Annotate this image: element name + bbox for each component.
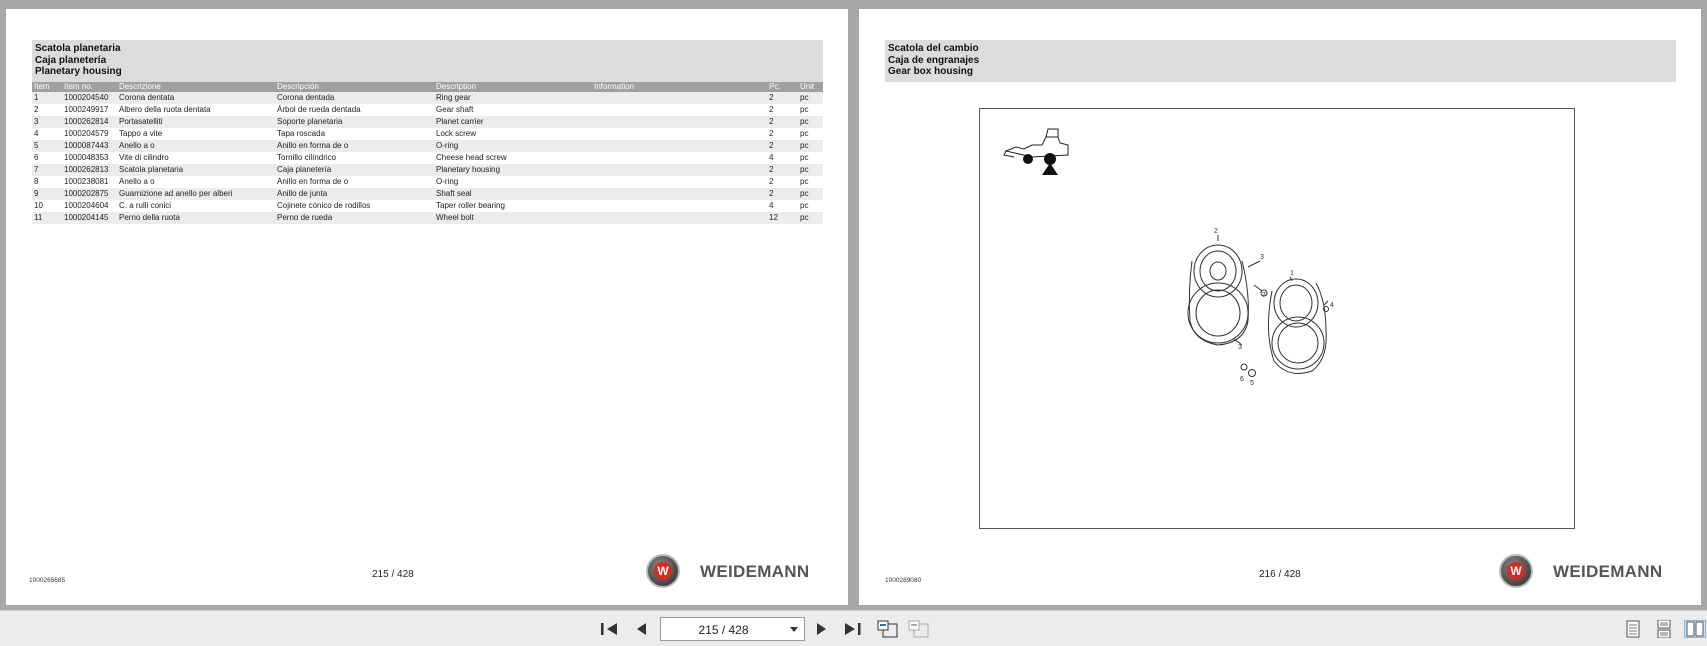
forward-view-icon[interactable]: [907, 620, 931, 638]
cell-unit: pc: [800, 129, 809, 138]
cell-descripcion: Tornillo cilíndrico: [277, 153, 337, 162]
cell-information: [592, 152, 767, 164]
cell-item: 7: [32, 164, 62, 176]
cell-item-no: 1000238081: [64, 177, 109, 186]
table-row: [32, 104, 823, 116]
cell-descripcion: Soporte planetaria: [275, 116, 434, 128]
table-header-row: [32, 82, 823, 92]
cell-pc: 2: [769, 129, 774, 138]
cell-descripcion: Corona dentada: [275, 92, 434, 104]
cell-item: 2: [34, 105, 39, 114]
cell-pc: 4: [769, 201, 774, 210]
brand-name: WEIDEMANN: [1553, 562, 1663, 581]
single-page-icon[interactable]: [1623, 620, 1643, 638]
logo-emblem-icon: W: [646, 554, 680, 588]
cell-descrizione: Guarnizione ad anello per alberi: [117, 188, 275, 200]
cell-item-no: 1000249917: [64, 105, 109, 114]
cell-information: [592, 200, 767, 212]
cell-descrizione: Portasatelliti: [117, 116, 275, 128]
cell-pc: 2: [767, 164, 798, 176]
svg-text:5: 5: [1250, 380, 1254, 387]
cell-information: [592, 188, 767, 200]
cell-information: [592, 164, 767, 176]
cell-descrizione: Perno della ruota: [117, 212, 275, 224]
document-page-left: [6, 9, 848, 605]
table-row: [32, 164, 823, 176]
cell-unit: pc: [800, 153, 809, 162]
cell-item-no: 1000087443: [62, 140, 117, 152]
two-page-icon[interactable]: [1684, 620, 1706, 638]
wheel-loader-icon: [1002, 125, 1082, 175]
svg-text:4: 4: [1330, 302, 1334, 309]
cell-description: O-ring: [434, 140, 592, 152]
cell-description: Taper roller bearing: [436, 201, 505, 210]
cell-unit: pc: [800, 201, 809, 210]
cell-description: Ring gear: [434, 92, 592, 104]
cell-unit: pc: [798, 92, 823, 104]
col-unit: Unit: [798, 82, 823, 92]
doc-number: 1000289080: [885, 577, 922, 584]
cell-pc: 2: [769, 105, 774, 114]
table-row: [32, 92, 823, 104]
cell-item: 11: [32, 212, 62, 224]
document-page-right: [859, 9, 1701, 605]
cell-descripcion: Anillo en forma de o: [277, 177, 349, 186]
cell-item: 6: [34, 153, 39, 162]
cell-unit: pc: [800, 105, 809, 114]
cell-pc: 4: [769, 153, 774, 162]
cell-item-no: 1000262813: [62, 164, 117, 176]
svg-text:6: 6: [1240, 376, 1244, 383]
next-page-icon[interactable]: [812, 620, 832, 638]
cell-unit: pc: [798, 188, 823, 200]
page-number: 215 / 428: [372, 569, 414, 580]
cell-unit: pc: [800, 177, 809, 186]
page-number-input[interactable]: 215 / 428: [660, 617, 805, 641]
parts-table: [32, 82, 823, 224]
cell-descrizione: Scatola planetaria: [117, 164, 275, 176]
cell-description: Planet carrier: [434, 116, 592, 128]
first-page-icon[interactable]: [599, 620, 619, 638]
cell-descripcion: Anillo de junta: [275, 188, 434, 200]
cell-unit: pc: [798, 140, 823, 152]
svg-text:7: 7: [1262, 292, 1266, 299]
table-row: [32, 140, 823, 152]
cell-pc: 2: [767, 92, 798, 104]
cell-descripcion: Anillo en forma de o: [275, 140, 434, 152]
cell-descripcion: Tapa roscada: [277, 129, 326, 138]
table-row: [32, 152, 823, 164]
cell-description: Lock screw: [436, 129, 477, 138]
title-es: Caja de engranajes: [888, 54, 980, 66]
cell-item-no: 1000048353: [64, 153, 109, 162]
col-descrizione: Descrizione: [117, 82, 275, 92]
title-it: Scatola del cambio: [888, 43, 979, 54]
cell-pc: 2: [767, 140, 798, 152]
section-header: [885, 40, 1676, 82]
cell-descrizione: Anello a o: [117, 140, 275, 152]
cell-description: Cheese head screw: [436, 153, 507, 162]
title-it: Scatola planetaria: [35, 43, 121, 54]
cell-item: 1: [32, 92, 62, 104]
cell-descrizione: C. a rulli conici: [119, 201, 172, 210]
cell-description: Planetary housing: [434, 164, 592, 176]
cell-pc: 2: [767, 116, 798, 128]
cell-descripcion: Árbol de rueda dentada: [277, 105, 361, 114]
cell-pc: 2: [767, 188, 798, 200]
cell-information: [592, 128, 767, 140]
weidemann-logo: [1499, 552, 1679, 588]
table-row: [32, 116, 823, 128]
brand-name: WEIDEMANN: [700, 562, 810, 581]
title-es: Caja planetería: [35, 54, 107, 66]
cell-descrizione: Albero della ruota dentata: [119, 105, 211, 114]
section-header: [32, 40, 823, 82]
cell-item-no: 1000262814: [62, 116, 117, 128]
cell-unit: pc: [798, 212, 823, 224]
cell-item: 5: [32, 140, 62, 152]
cell-unit: pc: [798, 164, 823, 176]
weidemann-logo: [646, 552, 826, 588]
col-descripcion: Descripción: [275, 82, 434, 92]
doc-number: 1000265685: [29, 577, 66, 584]
col-item-no: Item no.: [62, 82, 117, 92]
cell-descrizione: Anello a o: [119, 177, 155, 186]
table-row: [32, 188, 823, 200]
cell-item: 10: [34, 201, 43, 210]
cell-information: [592, 140, 767, 152]
cell-descripcion: Cojinete cónico de rodillos: [277, 201, 371, 210]
cell-item: 3: [32, 116, 62, 128]
cell-unit: pc: [798, 116, 823, 128]
cell-description: Shaft seal: [434, 188, 592, 200]
cell-information: [592, 176, 767, 188]
svg-text:1: 1: [1290, 270, 1294, 277]
cell-description: O-ring: [436, 177, 459, 186]
table-row: [32, 200, 823, 212]
title-en: Planetary housing: [35, 66, 122, 77]
cell-item: 9: [32, 188, 62, 200]
cell-item-no: 1000204604: [64, 201, 109, 210]
prev-page-icon[interactable]: [631, 620, 651, 638]
last-page-icon[interactable]: [843, 620, 863, 638]
cell-information: [592, 92, 767, 104]
table-row: [32, 212, 823, 224]
viewer-toolbar: [0, 610, 1707, 646]
cell-descrizione: Tappo a vite: [119, 129, 163, 138]
cell-item-no: 1000202875: [62, 188, 117, 200]
cell-item-no: 1000204145: [62, 212, 117, 224]
cell-description: Gear shaft: [436, 105, 474, 114]
cell-descripcion: Caja planetería: [275, 164, 434, 176]
cell-information: [592, 104, 767, 116]
svg-text:2: 2: [1214, 228, 1218, 235]
svg-text:3: 3: [1260, 254, 1264, 261]
cell-pc: 2: [769, 177, 774, 186]
gearbox-drawing: [1178, 221, 1358, 401]
cell-item-no: 1000204579: [64, 129, 109, 138]
col-information: Information: [592, 82, 767, 92]
cell-pc: 12: [767, 212, 798, 224]
logo-emblem-icon: W: [1499, 554, 1533, 588]
cell-item: 4: [34, 129, 39, 138]
cell-description: Wheel bolt: [434, 212, 592, 224]
cell-descrizione: Vite di cilindro: [119, 153, 169, 162]
col-pc: Pc.: [767, 82, 798, 92]
exploded-drawing-frame: [979, 108, 1575, 529]
cell-item-no: 1000204540: [62, 92, 117, 104]
col-item: Item: [32, 82, 62, 92]
continuous-icon[interactable]: [1654, 620, 1674, 638]
svg-text:3: 3: [1238, 344, 1242, 351]
cell-descrizione: Corona dentata: [117, 92, 275, 104]
page-number: 216 / 428: [1259, 569, 1301, 580]
title-en: Gear box housing: [888, 66, 974, 77]
table-row: [32, 176, 823, 188]
cell-information: [592, 116, 767, 128]
col-description: Description: [434, 82, 592, 92]
chevron-down-icon[interactable]: [790, 627, 798, 632]
back-view-icon[interactable]: [876, 620, 900, 638]
cell-descripcion: Perno de rueda: [275, 212, 434, 224]
table-row: [32, 128, 823, 140]
cell-item: 8: [34, 177, 39, 186]
cell-information: [592, 212, 767, 224]
